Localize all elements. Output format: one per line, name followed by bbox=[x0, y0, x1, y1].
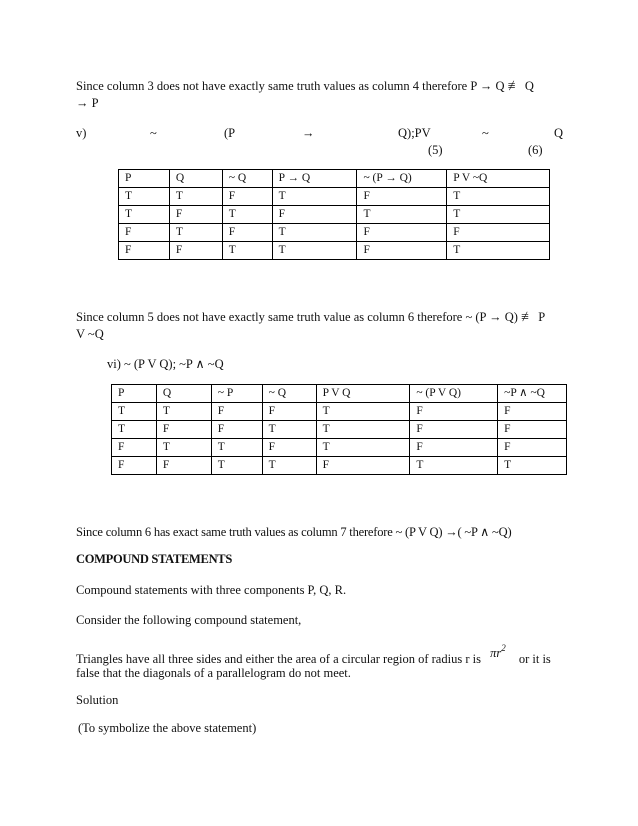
table-cell: F bbox=[156, 421, 211, 439]
item-v-q: Q bbox=[554, 126, 564, 140]
table-row bbox=[119, 188, 550, 206]
para6-line1 bbox=[76, 643, 551, 667]
item-v-column-numbers bbox=[76, 143, 566, 159]
column-number-6: (6) bbox=[528, 143, 543, 157]
para1-line2: → P bbox=[76, 96, 99, 110]
table-cell: T bbox=[316, 403, 410, 421]
table-header-row bbox=[112, 385, 567, 403]
table-header-cell: P V ~Q bbox=[447, 170, 550, 188]
table-header-cell: ~ (P V Q) bbox=[410, 385, 498, 403]
table-cell: F bbox=[498, 421, 567, 439]
table-cell: F bbox=[357, 224, 447, 242]
para1-q: Q bbox=[524, 79, 534, 93]
table-cell: F bbox=[498, 439, 567, 457]
table-row bbox=[119, 206, 550, 224]
table-row bbox=[112, 457, 567, 475]
para6-text-end: or it is bbox=[518, 652, 551, 666]
table-cell: F bbox=[222, 224, 272, 242]
para2-p: P bbox=[538, 310, 546, 324]
para3: Since column 6 has exact same truth values as column 7 therefore ~ (P V Q) →( ~P ∧ ~Q) bbox=[76, 525, 512, 539]
truth-table-1 bbox=[118, 169, 550, 260]
table-cell: T bbox=[222, 242, 272, 260]
not-equivalent-symbol: ≢ bbox=[521, 310, 536, 325]
table-cell: T bbox=[262, 457, 316, 475]
para5: Consider the following compound statement, bbox=[76, 613, 302, 627]
table-row bbox=[112, 439, 567, 457]
table-cell: T bbox=[262, 421, 316, 439]
table-cell: T bbox=[119, 206, 170, 224]
table-header-cell: P → Q bbox=[272, 170, 357, 188]
column-number-5: (5) bbox=[428, 143, 443, 157]
table-cell: F bbox=[316, 457, 410, 475]
item-v-tilde2: ~ bbox=[482, 126, 489, 140]
table-cell: T bbox=[272, 242, 357, 260]
solution-label: Solution bbox=[76, 693, 119, 707]
table-cell: T bbox=[211, 457, 262, 475]
table-header-cell: ~ P bbox=[211, 385, 262, 403]
para6-text: Triangles have all three sides and either the area of a circular region of radius r is bbox=[76, 652, 481, 666]
table-cell: T bbox=[316, 439, 410, 457]
table-cell: F bbox=[211, 403, 262, 421]
table-cell: F bbox=[119, 224, 170, 242]
table-cell: F bbox=[410, 439, 498, 457]
table-cell: T bbox=[211, 439, 262, 457]
table-cell: F bbox=[211, 421, 262, 439]
table-cell: F bbox=[357, 242, 447, 260]
table-cell: T bbox=[447, 206, 550, 224]
table-cell: T bbox=[112, 421, 157, 439]
table-header-cell: Q bbox=[169, 170, 222, 188]
table-header-row bbox=[119, 170, 550, 188]
table-header-cell: ~ Q bbox=[222, 170, 272, 188]
table-header-cell: ~ (P → Q) bbox=[357, 170, 447, 188]
para2-line2: V ~Q bbox=[76, 327, 104, 341]
table-cell: T bbox=[169, 188, 222, 206]
table-cell: F bbox=[262, 439, 316, 457]
table-row bbox=[119, 224, 550, 242]
table-cell: T bbox=[410, 457, 498, 475]
table-cell: F bbox=[498, 403, 567, 421]
table-cell: F bbox=[112, 439, 157, 457]
table-header-cell: P bbox=[112, 385, 157, 403]
table-cell: T bbox=[169, 224, 222, 242]
table-cell: F bbox=[169, 206, 222, 224]
para6-line2: false that the diagonals of a parallelogram do not meet. bbox=[76, 666, 351, 680]
table-cell: F bbox=[112, 457, 157, 475]
para1-text: Since column 3 does not have exactly same truth values as column 4 therefore P → Q bbox=[76, 79, 505, 93]
table-cell: T bbox=[498, 457, 567, 475]
table-cell: F bbox=[156, 457, 211, 475]
table-cell: F bbox=[119, 242, 170, 260]
table-row bbox=[119, 242, 550, 260]
table-cell: T bbox=[112, 403, 157, 421]
table-header-cell: ~ Q bbox=[262, 385, 316, 403]
table-cell: T bbox=[156, 403, 211, 421]
item-vi-line: vi) ~ (P V Q); ~P ∧ ~Q bbox=[107, 357, 224, 371]
table-cell: T bbox=[357, 206, 447, 224]
item-v-p-open: (P bbox=[224, 126, 236, 140]
table-cell: F bbox=[410, 403, 498, 421]
table-cell: T bbox=[447, 188, 550, 206]
table-cell: T bbox=[222, 206, 272, 224]
table-cell: T bbox=[272, 224, 357, 242]
item-v-q-close: Q);PV bbox=[398, 126, 431, 140]
item-v-label: v) bbox=[76, 126, 87, 140]
table-header-cell: Q bbox=[156, 385, 211, 403]
table-cell: F bbox=[410, 421, 498, 439]
para2-line1 bbox=[76, 310, 545, 326]
table-header-cell: P V Q bbox=[316, 385, 410, 403]
table-header-cell: P bbox=[119, 170, 170, 188]
item-v-tilde1: ~ bbox=[150, 126, 157, 140]
table-row bbox=[112, 421, 567, 439]
table-cell: F bbox=[357, 188, 447, 206]
table-cell: T bbox=[316, 421, 410, 439]
table-row bbox=[112, 403, 567, 421]
item-v-arrow: → bbox=[302, 126, 315, 140]
table-cell: F bbox=[222, 188, 272, 206]
para7: (To symbolize the above statement) bbox=[78, 721, 257, 735]
table-cell: F bbox=[447, 224, 550, 242]
item-v-line bbox=[76, 126, 566, 142]
table-header-cell: ~P ∧ ~Q bbox=[498, 385, 567, 403]
formula-exponent: 2 bbox=[501, 643, 506, 653]
truth-table-2 bbox=[111, 384, 567, 475]
table-cell: T bbox=[447, 242, 550, 260]
table-cell: T bbox=[156, 439, 211, 457]
not-equivalent-symbol: ≢ bbox=[507, 79, 522, 94]
table-cell: F bbox=[272, 206, 357, 224]
area-formula bbox=[490, 643, 506, 660]
para4: Compound statements with three components P, Q, R. bbox=[76, 583, 347, 597]
table-cell: T bbox=[272, 188, 357, 206]
para2-text: Since column 5 does not have exactly same truth value as column 6 therefore ~ (P → Q) bbox=[76, 310, 518, 324]
section-heading: COMPOUND STATEMENTS bbox=[76, 552, 233, 566]
table-cell: T bbox=[119, 188, 170, 206]
para1-line1 bbox=[76, 79, 534, 95]
table-cell: F bbox=[262, 403, 316, 421]
table-cell: F bbox=[169, 242, 222, 260]
formula-base: πr bbox=[490, 646, 502, 660]
